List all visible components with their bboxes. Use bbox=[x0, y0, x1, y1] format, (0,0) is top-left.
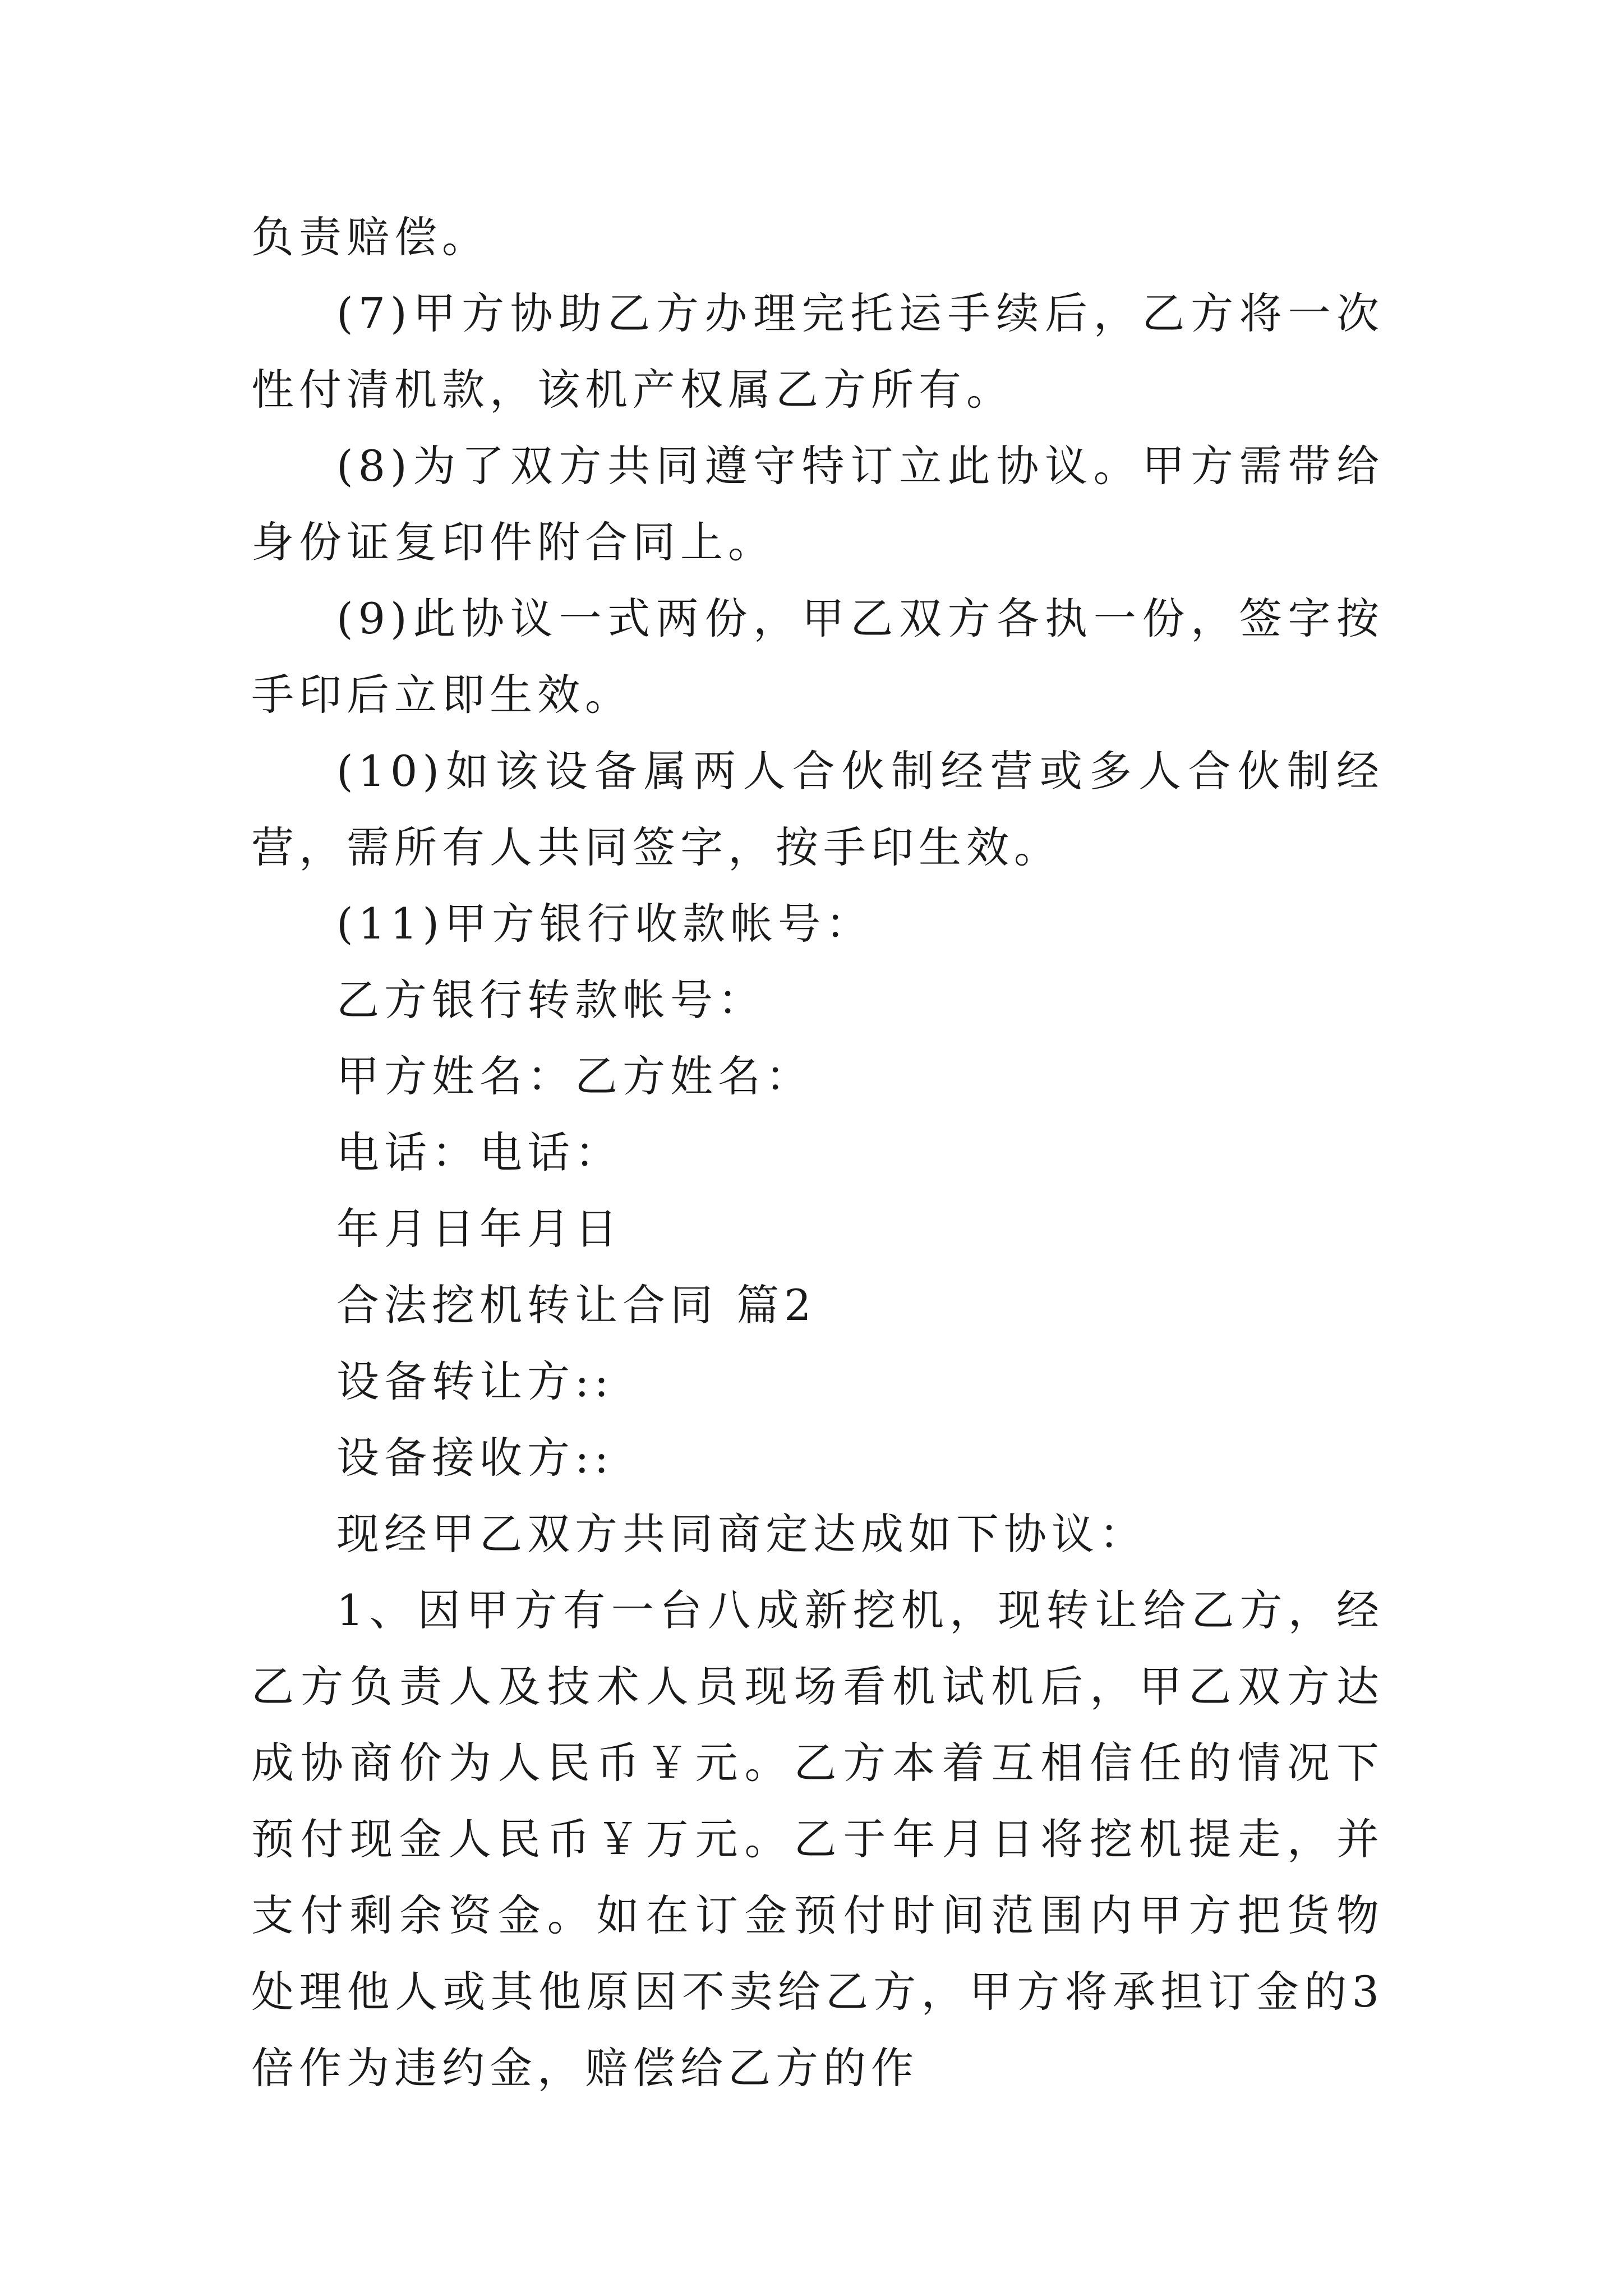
paragraph-clause-11: (11)甲方银行收款帐号： bbox=[336, 899, 874, 949]
paragraph-clause-8: (8)为了双方共同遵守特订立此协议。甲方需带给身份证复印件附合同上。 bbox=[251, 441, 1384, 567]
contract-body-text bbox=[251, 199, 1384, 2106]
paragraph-transferor: 设备转让方:: bbox=[336, 1356, 614, 1406]
paragraph-dates: 年月日年月日 bbox=[336, 1204, 623, 1254]
paragraph-agreement-intro: 现经甲乙双方共同商定达成如下协议： bbox=[336, 1509, 1147, 1559]
paragraph-clause-9: (9)此协议一式两份，甲乙双方各执一份，签字按手印后立即生效。 bbox=[251, 593, 1384, 720]
paragraph-party-b-account: 乙方银行转款帐号： bbox=[336, 975, 766, 1025]
paragraph-clause-10: (10)如该设备属两人合伙制经营或多人合伙制经营，需所有人共同签字，按手印生效。 bbox=[251, 746, 1384, 872]
paragraph-phones: 电话：电话： bbox=[336, 1128, 623, 1177]
paragraph-names: 甲方姓名：乙方姓名： bbox=[336, 1051, 813, 1101]
paragraph-clause-7: (7)甲方协助乙方办理完托运手续后，乙方将一次性付清机款，该机产权属乙方所有。 bbox=[251, 288, 1384, 415]
section-heading: 合法挖机转让合同 篇2 bbox=[336, 1280, 817, 1330]
paragraph-transferee: 设备接收方:: bbox=[336, 1433, 614, 1483]
paragraph-continuation: 负责赔偿。 bbox=[251, 212, 490, 262]
paragraph-clause-1: 1、因甲方有一台八成新挖机，现转让给乙方，经乙方负责人及技术人员现场看机试机后，甲乙双方达成协商价为人民币￥元。乙方本着互相信任的情况下预付现金人民币￥万元。乙于年月日将挖机提走，并支付剩余资金。如在订金预付时间范围内甲方把货物处理他人或其他原因不卖给乙方，甲方将承担订金的3倍作为违约金，赔偿给乙方的作 bbox=[251, 1585, 1384, 2093]
